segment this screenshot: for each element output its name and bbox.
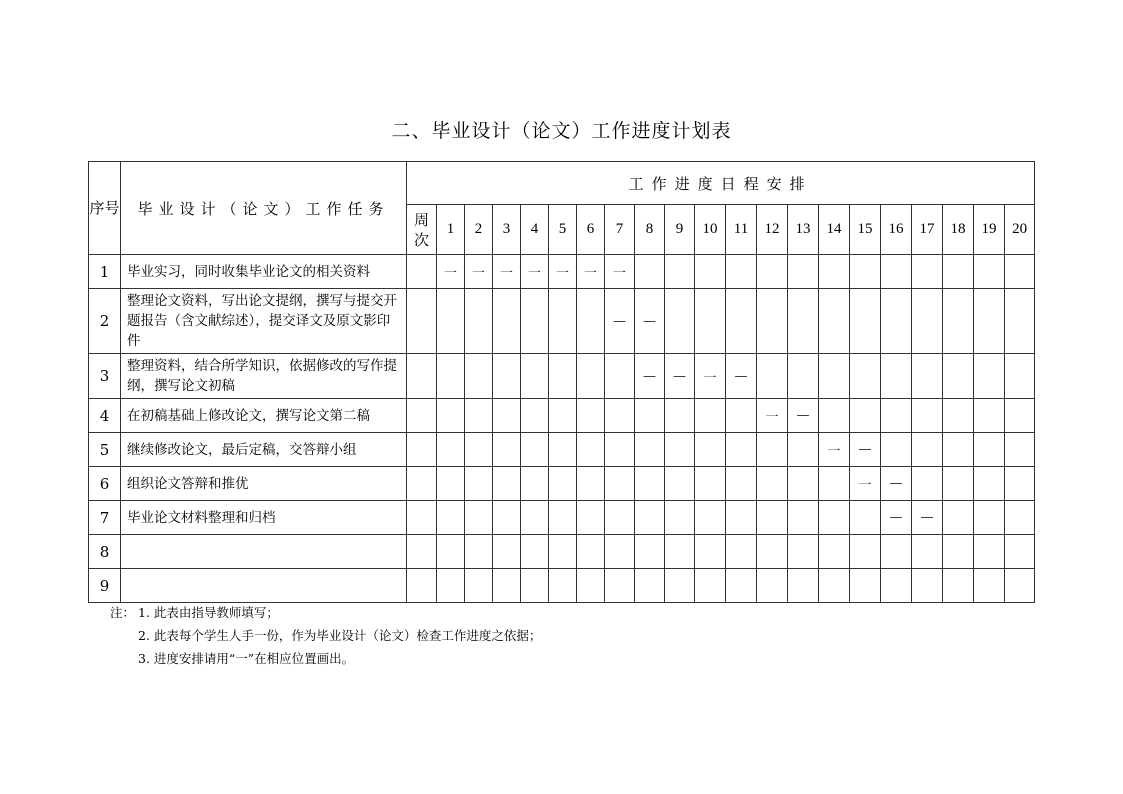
week-cell [605,569,635,603]
week-number: 5 [549,205,577,255]
week-label: 周次 [407,205,437,255]
week-cell [757,535,788,569]
week-cell [726,569,757,603]
week-cell [521,535,549,569]
week-cell [912,467,943,501]
progress-mark: — [605,289,635,354]
week-cell [974,255,1005,289]
week-cell [819,255,850,289]
week-cell [665,289,695,354]
week-cell [1005,467,1035,501]
week-number: 20 [1005,205,1035,255]
week-cell [1005,535,1035,569]
week-cell [850,535,881,569]
week-cell [1005,354,1035,399]
task-description: 毕业论文材料整理和归档 [121,501,407,535]
week-cell [726,399,757,433]
week-cell [943,535,974,569]
week-cell [549,433,577,467]
week-cell [819,467,850,501]
week-cell [493,535,521,569]
week-cell [757,255,788,289]
week-cell [726,467,757,501]
week-cell [695,399,726,433]
table-row [89,535,1035,569]
week-cell [465,467,493,501]
row-number: 4 [89,399,121,433]
week-cell [788,255,819,289]
week-number: 12 [757,205,788,255]
week-cell [493,433,521,467]
week-number: 4 [521,205,549,255]
week-cell [665,433,695,467]
page-title: 二、毕业设计（论文）工作进度计划表 [391,120,732,142]
week-cell [850,255,881,289]
task-description: 整理论文资料，写出论文提纲，撰写与提交开题报告（含文献综述），提交译文及原文影印件 [121,289,407,354]
week-cell [974,535,1005,569]
week-number: 17 [912,205,943,255]
row-number: 5 [89,433,121,467]
progress-mark: 一 [695,354,726,399]
week-cell [493,354,521,399]
week-cell [757,569,788,603]
week-cell [635,433,665,467]
week-number: 7 [605,205,635,255]
week-cell [665,501,695,535]
progress-mark: 一 [819,433,850,467]
week-cell [1005,399,1035,433]
week-cell [943,433,974,467]
table-row [89,467,1035,501]
week-cell [912,399,943,433]
week-cell [493,569,521,603]
week-cell [943,467,974,501]
progress-mark: 一 [757,399,788,433]
week-cell [974,569,1005,603]
week-number: 9 [665,205,695,255]
week-cell [437,399,465,433]
week-cell [665,399,695,433]
week-cell [605,433,635,467]
week-cell [521,467,549,501]
task-description [121,535,407,569]
row-number: 2 [89,289,121,354]
week-cell [974,289,1005,354]
week-cell [437,535,465,569]
week-cell [726,255,757,289]
week-cell [974,399,1005,433]
task-header: 毕业设计（论文）工作任务 [121,162,407,255]
note-item: 2. 此表每个学生人手一份，作为毕业设计（论文）检查工作进度之依据； [138,628,542,643]
week-cell [695,255,726,289]
week-cell [465,354,493,399]
week-cell [974,467,1005,501]
week-cell [943,354,974,399]
table-row [89,501,1035,535]
week-cell [605,467,635,501]
week-cell [465,535,493,569]
week-cell [788,289,819,354]
week-cell [881,354,912,399]
week-number: 19 [974,205,1005,255]
note-item: 1. 此表由指导教师填写； [138,605,279,620]
schedule-table [88,161,1035,603]
week-cell [850,569,881,603]
week-cell [549,467,577,501]
week-number: 14 [819,205,850,255]
progress-mark: — [850,433,881,467]
week-cell [1005,289,1035,354]
week-cell [465,289,493,354]
week-cell [788,535,819,569]
week-cell [521,289,549,354]
week-cell [726,501,757,535]
week-cell [1005,255,1035,289]
week-cell [912,354,943,399]
week-cell [521,354,549,399]
week-cell [850,501,881,535]
progress-mark: — [726,354,757,399]
week-cell [974,433,1005,467]
progress-mark: — [635,289,665,354]
week-cell [635,569,665,603]
week-cell [881,535,912,569]
progress-mark: — [665,354,695,399]
week-cell [943,399,974,433]
week-cell [605,354,635,399]
week-number: 18 [943,205,974,255]
week-cell [577,399,605,433]
progress-mark: 一 [521,255,549,289]
progress-mark: — [881,501,912,535]
week-cell [726,535,757,569]
week-cell [788,569,819,603]
table-row [89,354,1035,399]
week-cell [695,467,726,501]
week-cell [635,399,665,433]
row-number: 7 [89,501,121,535]
week-cell [577,354,605,399]
week-cell [437,289,465,354]
week-cell [788,467,819,501]
week-cell [665,569,695,603]
week-cell [493,501,521,535]
week-number: 3 [493,205,521,255]
row-number: 9 [89,569,121,603]
week-cell [943,501,974,535]
table-row [89,255,1035,289]
week-cell [912,433,943,467]
week-cell [465,569,493,603]
week-cell [635,501,665,535]
week-cell [943,569,974,603]
week-cell [757,433,788,467]
week-cell [493,289,521,354]
row-number: 6 [89,467,121,501]
task-description: 继续修改论文，最后定稿，交答辩小组 [121,433,407,467]
week-cell [521,399,549,433]
week-cell [912,569,943,603]
week-cell [577,569,605,603]
week-cell [850,399,881,433]
week-cell [757,289,788,354]
week-label-cell [407,433,437,467]
week-cell [665,255,695,289]
week-number: 15 [850,205,881,255]
task-description: 在初稿基础上修改论文，撰写论文第二稿 [121,399,407,433]
table-row [89,399,1035,433]
week-cell [974,501,1005,535]
week-cell [577,467,605,501]
row-number: 8 [89,535,121,569]
task-description [121,569,407,603]
week-label-cell [407,501,437,535]
note-prefix: 注： [110,605,136,620]
week-cell [850,289,881,354]
week-cell [549,569,577,603]
week-number: 10 [695,205,726,255]
week-cell [605,535,635,569]
week-number: 2 [465,205,493,255]
progress-mark: 一 [577,255,605,289]
progress-mark: 一 [850,467,881,501]
week-cell [881,433,912,467]
week-cell [788,501,819,535]
week-cell [549,399,577,433]
week-label-cell [407,354,437,399]
week-cell [788,354,819,399]
week-cell [819,354,850,399]
week-cell [819,501,850,535]
week-cell [493,467,521,501]
week-cell [549,501,577,535]
week-number: 6 [577,205,605,255]
row-number: 1 [89,255,121,289]
week-number: 8 [635,205,665,255]
week-cell [912,289,943,354]
week-cell [881,289,912,354]
week-label-cell [407,535,437,569]
week-cell [635,467,665,501]
progress-mark: 一 [465,255,493,289]
week-cell [912,255,943,289]
week-cell [549,354,577,399]
week-label-cell [407,569,437,603]
table-row [89,569,1035,603]
week-label-cell [407,467,437,501]
week-cell [437,569,465,603]
week-cell [577,501,605,535]
progress-mark: — [635,354,665,399]
week-cell [881,569,912,603]
week-cell [577,535,605,569]
week-cell [521,433,549,467]
table-row [89,433,1035,467]
week-cell [665,467,695,501]
progress-mark: — [788,399,819,433]
week-cell [695,433,726,467]
week-cell [577,289,605,354]
task-description: 毕业实习，同时收集毕业论文的相关资料 [121,255,407,289]
week-cell [819,399,850,433]
week-cell [665,535,695,569]
week-label-cell [407,399,437,433]
week-cell [974,354,1005,399]
week-cell [605,399,635,433]
week-cell [493,399,521,433]
week-cell [437,467,465,501]
week-cell [695,289,726,354]
week-cell [437,501,465,535]
week-cell [605,501,635,535]
week-cell [912,535,943,569]
week-cell [577,433,605,467]
table-row [89,289,1035,354]
week-cell [881,399,912,433]
progress-mark: 一 [437,255,465,289]
week-cell [850,354,881,399]
week-number: 16 [881,205,912,255]
week-cell [943,289,974,354]
week-cell [437,433,465,467]
week-cell [635,535,665,569]
week-cell [549,535,577,569]
week-cell [757,354,788,399]
week-cell [521,569,549,603]
week-cell [549,289,577,354]
week-cell [635,255,665,289]
week-cell [726,289,757,354]
week-label-cell [407,255,437,289]
week-cell [1005,569,1035,603]
week-cell [757,467,788,501]
week-cell [1005,433,1035,467]
week-cell [819,535,850,569]
week-cell [695,569,726,603]
week-cell [437,354,465,399]
week-cell [465,399,493,433]
week-cell [1005,501,1035,535]
week-cell [757,501,788,535]
progress-mark: — [881,467,912,501]
week-number: 13 [788,205,819,255]
week-cell [465,501,493,535]
week-cell [943,255,974,289]
task-description: 组织论文答辩和推优 [121,467,407,501]
row-number: 3 [89,354,121,399]
week-number: 1 [437,205,465,255]
task-description: 整理资料，结合所学知识，依据修改的写作提纲，撰写论文初稿 [121,354,407,399]
week-label-cell [407,289,437,354]
week-number: 11 [726,205,757,255]
progress-mark: 一 [493,255,521,289]
week-cell [819,569,850,603]
week-cell [521,501,549,535]
seq-header: 序号 [89,162,121,255]
week-cell [788,433,819,467]
progress-mark: 一 [549,255,577,289]
progress-mark: — [912,501,943,535]
week-cell [695,535,726,569]
week-cell [819,289,850,354]
week-cell [465,433,493,467]
schedule-header: 工作进度日程安排 [407,162,1035,205]
week-cell [695,501,726,535]
week-cell [726,433,757,467]
progress-mark: 一 [605,255,635,289]
week-cell [881,255,912,289]
note-item: 3. 进度安排请用“一”在相应位置画出。 [138,651,355,666]
